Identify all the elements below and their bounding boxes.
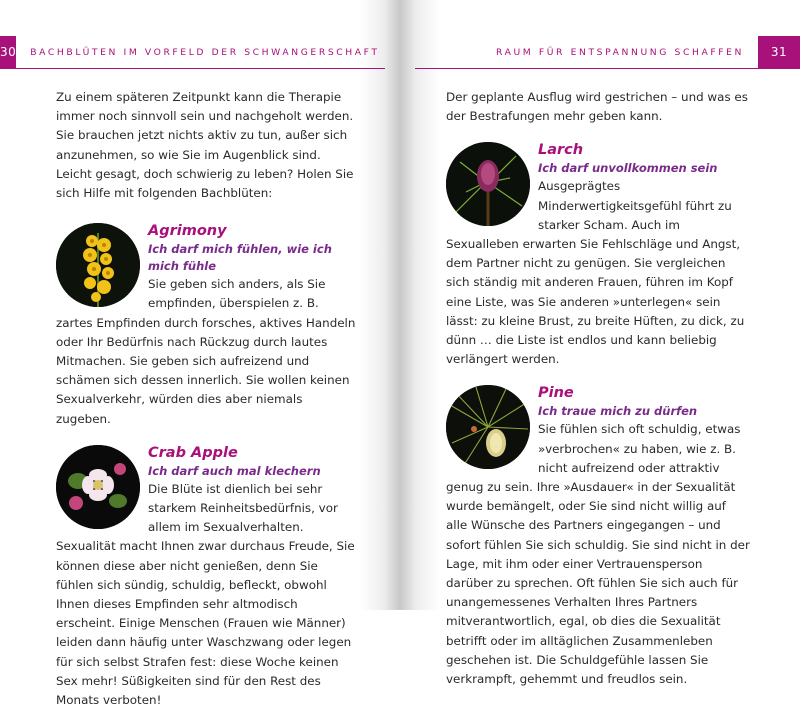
entry-agrimony	[56, 221, 356, 429]
right-page-column	[446, 88, 750, 689]
book-gutter	[360, 0, 440, 610]
entry-subtitle-larch: Ich darf unvollkommen sein	[538, 161, 718, 176]
pine-flower-image	[446, 385, 530, 469]
entry-subtitle-agrimony: Ich darf mich fühlen, wie ich mich fühle	[148, 242, 332, 274]
left-page-header	[0, 36, 385, 69]
entry-crab-apple	[56, 443, 356, 710]
entry-subtitle-pine: Ich traue mich zu dürfen	[538, 404, 698, 419]
entry-title-pine: Pine	[538, 385, 574, 402]
entry-text-agrimony: Sie geben sich anders, als Sie empfinden, überspielen z. B. zartes Empfinden durch forsches, aktives Handeln oder Ihr Bedürfnis nach Rückzug durch lautes Mitmachen. Sie geben sich aufreizend und schämen sich dessen innerlich. Sie wollen keinen Sexualverkehr, würden dies aber niemals zugeben.	[56, 277, 356, 426]
entry-title-agrimony: Agrimony	[148, 223, 227, 240]
entry-pine	[446, 383, 750, 689]
left-page-column	[56, 88, 356, 710]
left-intro-paragraph: Zu einem späteren Zeitpunkt kann die Therapie immer noch sinnvoll sein und nachgeholt werden. Sie brauchen jetzt nichts aktiv zu tun, außer sich anzunehmen, so wie Sie im Augenblick sind. Leicht gesagt, doch schwierig zu leben? Holen Sie sich Hilfe mit folgenden Bachblüten:	[56, 90, 354, 201]
right-page-number: 31	[758, 36, 800, 68]
entry-larch	[446, 140, 750, 369]
entry-subtitle-crab-apple: Ich darf auch mal klechern	[148, 463, 321, 478]
entry-title-larch: Larch	[538, 142, 584, 159]
left-page-number: 30	[0, 36, 16, 68]
entry-text-crab-apple: Die Blüte ist dienlich bei sehr starkem Reinheitsbedürfnis, vor allem im Sexualverhalten. Sexualität macht Ihnen zwar durchaus Freude, Sie können diese aber nicht genießen, denn Sie fühlen sich sündig, schuldig, befleckt, obwohl Ihnen dieses Empfinden sehr altmodisch erscheint. Einige Menschen (Frauen wie Männer) leiden dann häufig unter Waschzwang oder legen für sich selbst Strafen fest: diese Woche keinen Sex mehr! Süßigkeiten sind für den Rest des Monats verboten!	[56, 481, 355, 708]
right-running-title: RAUM FÜR ENTSPANNUNG SCHAFFEN	[495, 46, 744, 58]
right-intro-paragraph: Der geplante Ausflug wird gestrichen – und was es der Bestrafungen mehr geben kann.	[446, 90, 748, 124]
left-running-title: BACHBLÜTEN IM VORFELD DER SCHWANGERSCHAFT	[30, 46, 380, 58]
entry-text-pine: Sie fühlen sich oft schuldig, etwas »verbrochen« zu haben, wie z. B. nicht aufreizend oder attraktiv genug zu sein. Ihre »Ausdauer« in der Sexualität wurde bemängelt, oder Sie sind nicht willig auf alle Wünsche des Partners eingegangen – und sofort fühlen Sie sich schuldig. Sie sind nicht in der Lage, mit ihm oder einer Vertrauensperson darüber zu sprechen. Oft fühlen Sie sich auch für unangemessenes Verhalten Ihres Partners mitverantwortlich, egal, ob dies die Sexualität betrifft oder im alltäglichen Zusammenleben geschehen ist. Die Schuldgefühle lassen Sie verkrampft, gehemmt und freudlos sein.	[446, 422, 750, 687]
entry-title-crab-apple: Crab Apple	[148, 444, 238, 461]
crab-apple-flower-image	[56, 445, 140, 529]
right-page-header	[415, 36, 800, 69]
entry-text-larch: Ausgeprägtes Minderwertigkeitsgefühl führt zu starker Scham. Auch im Sexualleben erwarten Sie Fehlschläge und Angst, dem Partner nicht zu genügen. Sie vergleichen sich ständig mit anderen Frauen, führen im Kopf eine Liste, was Sie anderen »unterlegen« sein lässt: zu kleine Brust, zu breite Hüften, zu dick, zu dünn … die Liste ist endlos und kann beliebig verlängert werden.	[446, 179, 745, 367]
larch-flower-image	[446, 142, 530, 226]
agrimony-flower-image	[56, 223, 140, 307]
